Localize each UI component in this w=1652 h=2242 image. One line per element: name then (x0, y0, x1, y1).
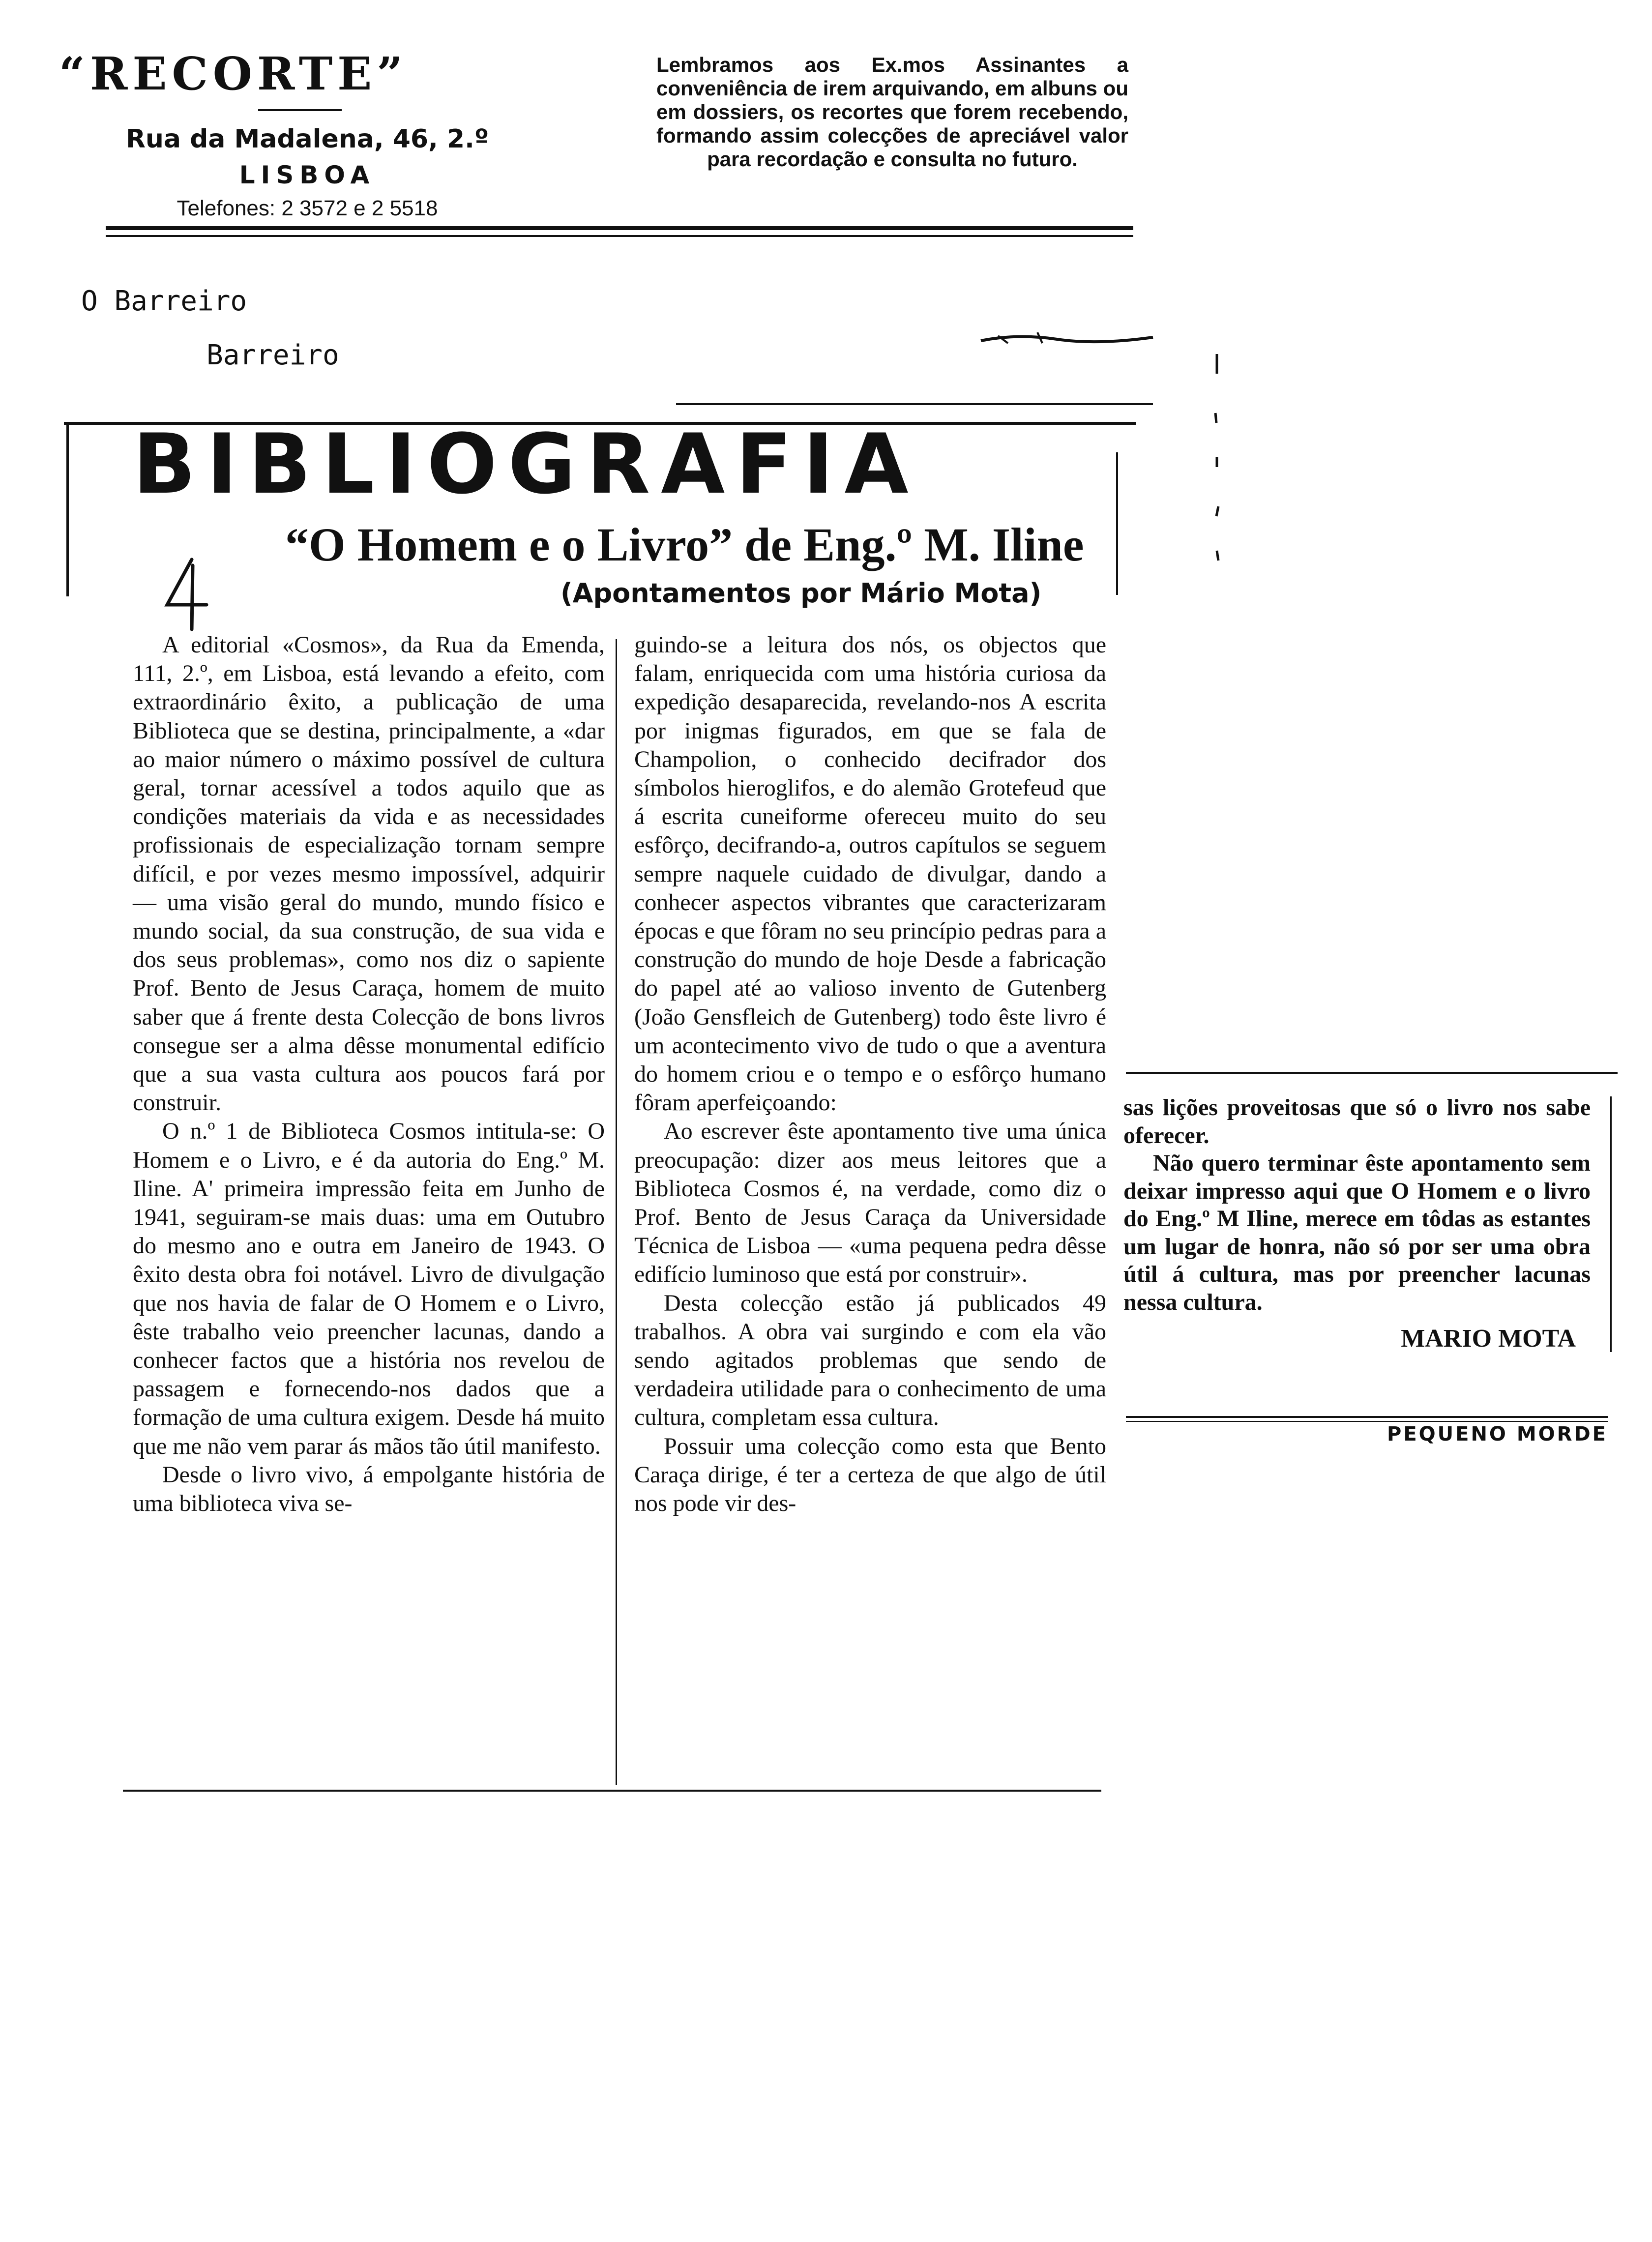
section-title: BIBLIOGRAFIA (133, 416, 919, 512)
paragraph: Não quero terminar êste apontamento sem deixar impresso aqui que O Homem e o livro do Eng.º M Iline, merece em tôdas as estantes um lugar de honra, não só por ser uma obra útil á cultura, mas por preencher lacunas nessa cultura. (1123, 1150, 1591, 1315)
paragraph: Possuir uma colecção como esta que Bento Caraça dirige, é ter a certeza de que algo de útil nos pode vir des- (634, 1433, 1106, 1517)
handwritten-number-mark (157, 549, 216, 634)
subscriber-notice: Lembramos aos Ex.mos Assinantes a conveniência de irem arquivando, em albuns ou em dossiers, os recortes que forem recebendo, formando assim colecções de apreciável valor para recordação e consulta no futuro. (656, 53, 1128, 171)
article-byline: (Apontamentos por Mário Mota) (560, 578, 1042, 609)
column-divider (616, 639, 617, 1785)
paragraph: guindo-se a leitura dos nós, os objectos que falam, enriquecida com uma história curiosa da expedição desaparecida, revelando-nos A escrita por inigmas figurados, em que se fala de Champolion, o conhecido decifrador dos símbolos hieroglifos, e do alemão Grotefeud que á escrita cuneiforme ofereceu muito do seu esfôrço, decifrando-a, outros capítulos se seguem sempre naquele cuidado de divulgar, dando a conhecer aspectos vibrantes que caracterizaram épocas e que fôram no seu princípio pedras para a construção do mundo de hoje Desde a fabricação do papel até ao valioso invento de Gutenberg (João Gensfleich de Gutenberg) todo êste livro é um acontecimento vivo de tudo o que a aventura do homem criou e o tempo e o esfôrço humano fôram aperfeiçoando: (634, 632, 1106, 1116)
article-subtitle: “O Homem e o Livro” de Eng.º M. Iline (285, 518, 1084, 571)
brand-divider (258, 109, 342, 111)
paragraph: A editorial «Cosmos», da Rua da Emenda, 111, 2.º, em Lisboa, está levando a efeito, com extraordinário êxito, a publicação de uma Biblioteca que se destina, principalmente, a «dar ao maior número o máximo possível de cultura geral, tornar acessível a todos aquilo que as condições materiais da vida e as necessidades profissionais de especialização tornam sempre difícil, e por vezes mesmo impossível, adquirir — uma visão geral do mundo, mundo físico e mundo social, da sua construção, de sua vida e dos seus problemas», como nos diz o sapiente Prof. Bento de Jesus Caraça, homem de muito saber que á frente desta Colecção de bons livros consegue ser a alma dêsse monumental edifício que a sua vasta cultura aos poucos fará por construir. (133, 632, 605, 1116)
article-frame-left (66, 422, 69, 596)
article-column-2 (634, 631, 1106, 1518)
margin-mark (1210, 344, 1224, 580)
source-publication: O Barreiro (81, 285, 247, 317)
continuation-top-rule (1126, 1072, 1618, 1074)
article-top-rule (676, 403, 1153, 405)
clipped-next-headline-text: PEQUENO MORDE (1387, 1423, 1608, 1446)
continuation-edge (1610, 1096, 1612, 1352)
phone-numbers: Telefones: 2 3572 e 2 5518 (177, 196, 438, 220)
paragraph: Ao escrever êste apontamento tive uma única preocupação: dizer aos meus leitores que a Biblioteca Cosmos é, na verdade, como diz o Prof. Bento de Jesus Caraça da Universidade Técnica de Lisboa — «uma pequena pedra dêsse edifício luminoso que está por construir». (634, 1118, 1106, 1288)
paragraph: O n.º 1 de Biblioteca Cosmos intitula-se: O Homem e o Livro, e é da autoria do Eng.º M. Iline. A' primeira impressão feita em Junho de 1941, seguiram-se mais duas: uma em Outubro do mesmo ano e outra em Janeiro de 1943. O êxito desta obra foi notável. Livro de divulgação que nos havia de falar de O Homem e o Livro, êste trabalho veio preencher lacunas, dando a conhecer factos que a história nos revelou de passagem e fornecendo-nos dados que a formação de uma cultura exigem. Desde há muito que me não vem parar ás mãos tão útil manifesto. (133, 1118, 605, 1459)
address-block (123, 121, 492, 224)
article-frame-right (1116, 452, 1118, 595)
header-rule-thick (106, 226, 1133, 230)
article-bottom-rule (123, 1790, 1101, 1792)
paragraph: sas lições proveitosas que só o livro nos sabe oferecer. (1123, 1094, 1591, 1149)
author-signature: MARIO MOTA (1401, 1325, 1576, 1353)
address-street: Rua da Madalena, 46, 2.º (125, 124, 489, 154)
header-rule-thin (106, 235, 1133, 237)
article-column-1 (133, 631, 605, 1518)
paragraph: Desde o livro vivo, á empolgante história de uma biblioteca viva se- (133, 1461, 605, 1517)
source-locality: Barreiro (206, 339, 339, 371)
clipped-next-headline (1264, 1416, 1608, 1446)
address-city: LISBOA (239, 161, 376, 189)
paragraph: Desta colecção estão já publicados 49 trabalhos. A obra vai surgindo e com ela vão sendo agitados problemas que sendo de verdadeira utilidade para o conhecimento de uma cultura, completam essa cultura. (634, 1290, 1106, 1431)
article-continuation (1123, 1094, 1591, 1353)
brand-title: “RECORTE” (59, 47, 408, 100)
pen-stroke-mark (978, 328, 1155, 348)
handwritten-number: 4 (157, 549, 161, 558)
